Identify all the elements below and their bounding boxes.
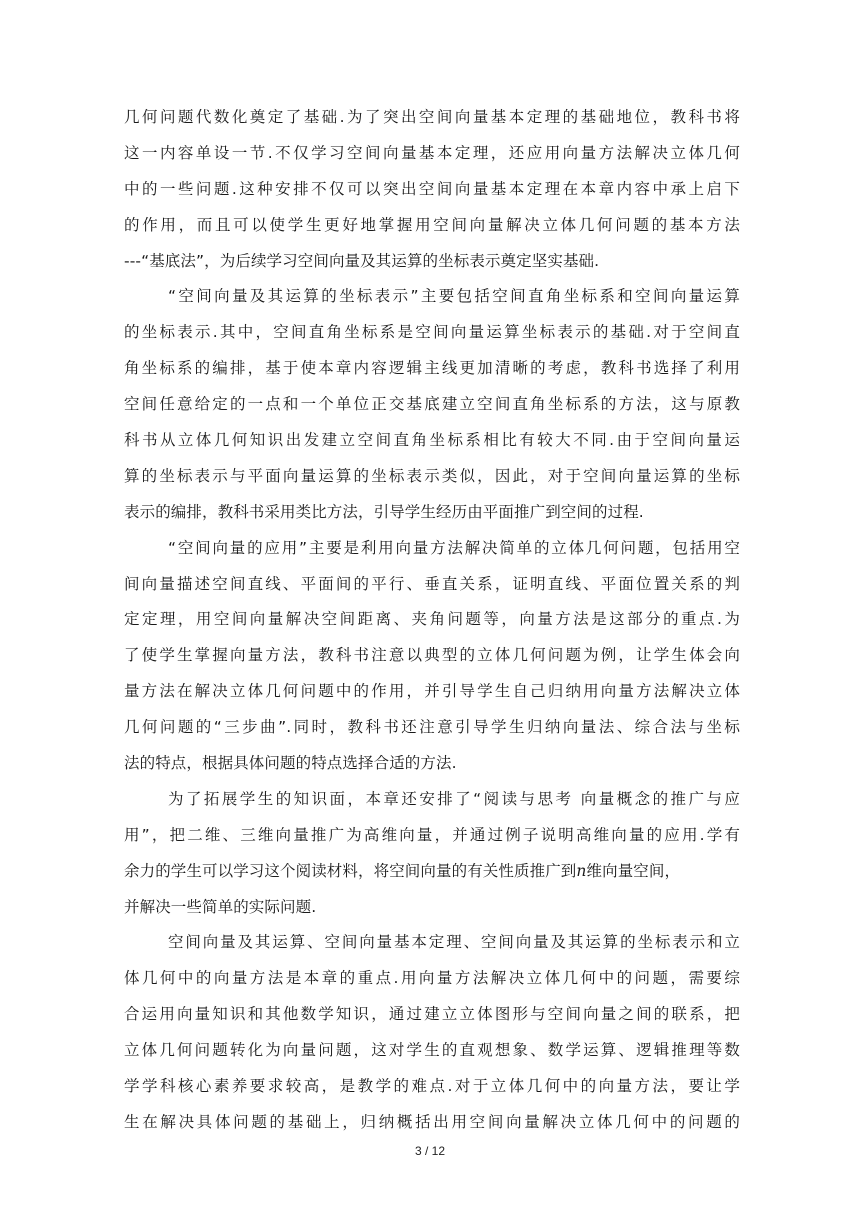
text-line: 用”，把二维、三维向量推广为高维向量，并通过例子说明高维向量的应用.学有 [124, 825, 740, 844]
text-line: 了使学生掌握向量方法，教科书注意以典型的立体几何问题为例，让学生体会向 [124, 646, 740, 665]
text-line: 科书从立体几何知识出发建立空间直角坐标系相比有较大不同.由于空间向量运 [124, 431, 740, 450]
math-variable-n: n [576, 861, 587, 880]
text-line: 定定理，用空间向量解决空间距离、夹角问题等，向量方法是这部分的重点.为 [124, 610, 740, 629]
text-line: 这一内容单设一节.不仅学习空间向量基本定理，还应用向量方法解决立体几何 [124, 143, 740, 162]
text-line: 几何问题代数化奠定了基础.为了突出空间向量基本定理的基础地位，教科书将 [124, 108, 740, 126]
text-segment: 余力的学生可以学习这个阅读材料，将空间向量的有关性质推广到 [124, 861, 577, 880]
text-line: 量方法在解决立体几何问题中的作用，并引导学生自己归纳用向量方法解决立体 [124, 682, 740, 701]
text-line: 的坐标表示.其中，空间直角坐标系是空间向量运算坐标表示的基础.对于空间直 [124, 323, 740, 342]
text-line: 空间任意给定的一点和一个单位正交基底建立空间直角坐标系的方法，这与原教 [124, 395, 740, 414]
text-line: 算的坐标表示与平面向量运算的坐标表示类似，因此，对于空间向量运算的坐标 [124, 466, 740, 485]
text-line: 表示的编排，教科书采用类比方法，引导学生经历由平面推广到空间的过程. [124, 502, 644, 521]
text-line: 生在解决具体问题的基础上，归纳概括出用空间向量解决立体几何中的问题的 [124, 1112, 740, 1131]
text-line: 学学科核心素养要求较高，是教学的难点.对于立体几何中的向量方法，要让学 [124, 1077, 740, 1096]
text-line: 几何问题的“三步曲”.同时，教科书还注意引导学生归纳向量法、综合法与坐标 [124, 718, 740, 737]
text-line: 为了拓展学生的知识面，本章还安排了“阅读与思考 向量概念的推广与应 [168, 789, 740, 808]
text-segment: 维向量空间， [586, 861, 681, 880]
text-line: ---“基底法”，为后续学习空间向量及其运算的坐标表示奠定坚实基础. [124, 251, 600, 270]
text-line: 间向量描述空间直线、平面间的平行、垂直关系，证明直线、平面位置关系的判 [124, 574, 740, 593]
page-number: 3 / 12 [414, 1144, 446, 1158]
text-line: “空间向量及其运算的坐标表示”主要包括空间直角坐标系和空间向量运算 [168, 287, 740, 306]
text-line: 空间向量及其运算、空间向量基本定理、空间向量及其运算的坐标表示和立 [168, 933, 740, 952]
text-line-with-math [124, 854, 740, 890]
text-line: 的作用，而且可以使学生更好地掌握用空间向量解决立体几何问题的基本方法 [124, 215, 740, 234]
text-line: 角坐标系的编排，基于使本章内容逻辑主线更加清晰的考虑，教科书选择了利用 [124, 359, 740, 378]
body-text [124, 100, 740, 1141]
text-line: 立体几何问题转化为向量问题，这对学生的直观想象、数学运算、逻辑推理等数 [124, 1041, 740, 1060]
text-line: “空间向量的应用”主要是利用向量方法解决简单的立体几何问题，包括用空 [168, 538, 740, 557]
text-line: 体几何中的向量方法是本章的重点.用向量方法解决立体几何中的问题，需要综 [124, 969, 740, 988]
text-line: 并解决一些简单的实际问题. [124, 897, 317, 916]
text-line: 合运用向量知识和其他数学知识，通过建立立体图形与空间向量之间的联系，把 [124, 1005, 740, 1024]
text-line: 中的一些问题.这种安排不仅可以突出空间向量基本定理在本章内容中承上启下 [124, 179, 740, 198]
text-line: 法的特点，根据具体问题的特点选择合适的方法. [124, 754, 457, 773]
